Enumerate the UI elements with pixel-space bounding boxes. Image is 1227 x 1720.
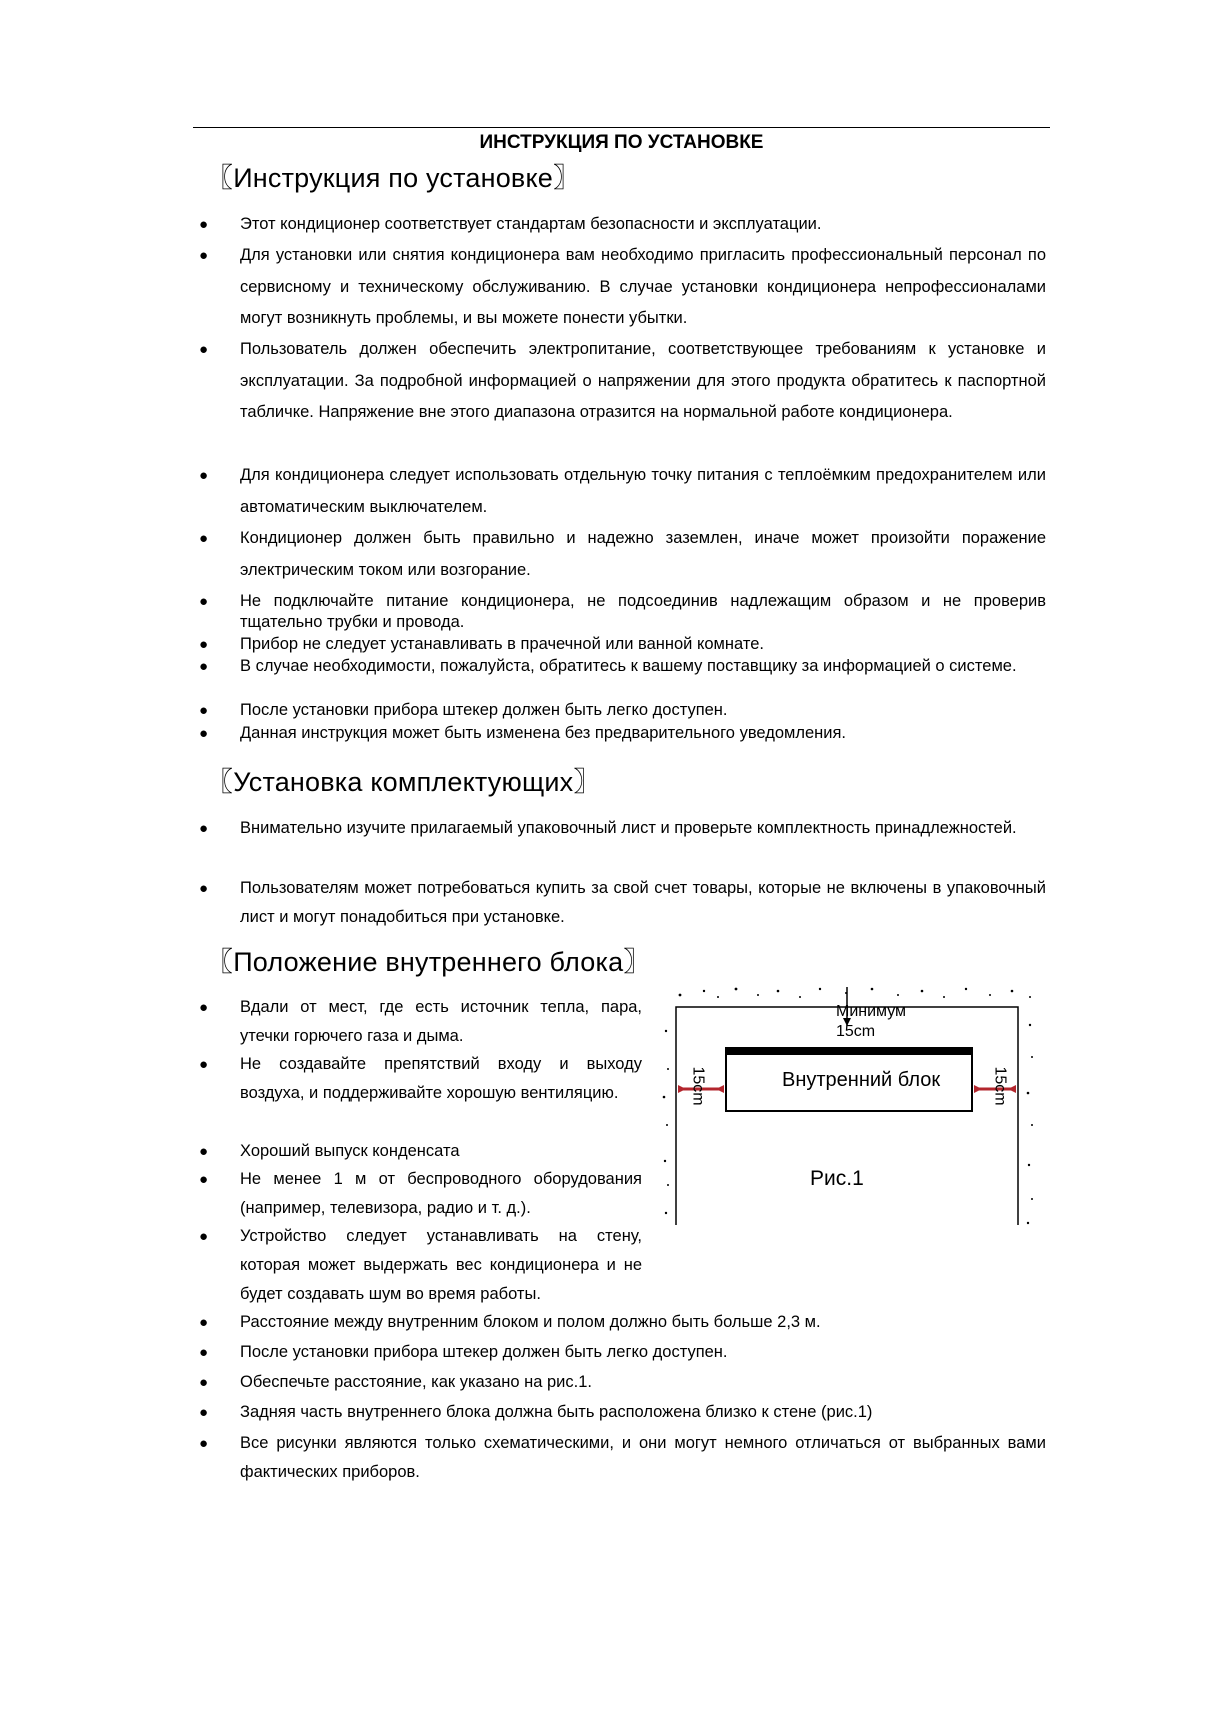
bullet-icon: ● (199, 1374, 209, 1391)
list-item (199, 591, 1046, 633)
list-item (199, 993, 642, 1051)
list-item (199, 1308, 1046, 1337)
bullet-icon: ● (199, 636, 209, 653)
figure-left-distance: 15cm (689, 1066, 707, 1106)
list-item-text: После установки прибора штекер должен быть легко доступен. (240, 701, 728, 719)
figure-indoor-unit-clearance (660, 985, 1040, 1235)
list-item-text: Вдали от мест, где есть источник тепла, пара, утечки горючего газа и дыма. (240, 998, 642, 1045)
bullet-icon: ● (199, 1056, 209, 1073)
list-item (199, 874, 1046, 932)
list-item (199, 460, 1046, 523)
list-item (199, 1338, 1046, 1367)
bullet-icon: ● (199, 467, 209, 484)
list-item-text: После установки прибора штекер должен быть легко доступен. (240, 1343, 728, 1361)
list-item (199, 656, 1046, 677)
left-arrow-head-b (716, 1085, 724, 1093)
right-arrow-head-b (1008, 1085, 1016, 1093)
top-rule (193, 127, 1050, 128)
list-item (199, 1050, 642, 1108)
section-heading-indoor-unit: 〖Положение внутреннего блока〗 (206, 947, 651, 977)
list-item (199, 1222, 642, 1309)
bullet-icon: ● (199, 658, 209, 675)
list-item-text: Для кондиционера следует использовать отдельную точку питания с теплоёмким предохранителем или автоматическим выключателем. (240, 466, 1046, 516)
list-item (199, 814, 1046, 843)
figure-top-label: Минимум (836, 1003, 907, 1020)
bullet-icon: ● (199, 1314, 209, 1331)
bullet-icon: ● (199, 1435, 209, 1452)
left-arrow-head-a (678, 1085, 686, 1093)
document-title: ИНСТРУКЦИЯ ПО УСТАНОВКЕ (479, 132, 764, 153)
list-item-text: Расстояние между внутренним блоком и полом должно быть больше 2,3 м. (240, 1313, 821, 1331)
figure-unit-label: Внутренний блок (782, 1069, 941, 1091)
right-arrow-head-a (974, 1085, 982, 1093)
list-item (199, 240, 1046, 335)
bullet-icon: ● (199, 1171, 209, 1188)
list-item-text: Для установки или снятия кондиционера вам необходимо пригласить профессиональный персонал по сервисному и техническому обслуживанию. В случае установки кондиционера непрофессионалами могут возникнуть проблемы, и вы можете понести убытки. (240, 246, 1046, 327)
list-item (199, 1137, 642, 1166)
list-item (199, 723, 1046, 744)
figure-caption: Рис.1 (810, 1167, 864, 1190)
section-heading-installation: 〖Инструкция по установке〗 (206, 163, 581, 193)
list-item-text: Устройство следует устанавливать на стену, которая может выдержать вес кондиционера и не будет создавать шум во время работы. (240, 1227, 642, 1303)
bullet-icon: ● (199, 1228, 209, 1245)
bullet-icon: ● (199, 593, 209, 610)
list-item-text: Внимательно изучите прилагаемый упаковочный лист и проверьте комплектность принадлежностей. (240, 819, 1017, 837)
list-item (199, 523, 1046, 586)
list-item (199, 700, 1046, 721)
bullet-icon: ● (199, 1344, 209, 1361)
bullet-icon: ● (199, 341, 209, 358)
list-item (199, 1165, 642, 1223)
bullet-icon: ● (199, 820, 209, 837)
list-item (199, 1368, 1046, 1397)
indoor-unit-top-band (726, 1048, 972, 1055)
bullet-icon: ● (199, 216, 209, 233)
bullet-icon: ● (199, 1143, 209, 1160)
list-item-text: Пользователь должен обеспечить электропитание, соответствующее требованиям к установке и эксплуатации. За подробной информацией о напряжении для этого продукта обратитесь к паспортной табличке. Напряжение вне этого диапазона отразится на нормальной работе кондиционера. (240, 340, 1046, 421)
list-item-text: Обеспечьте расстояние, как указано на рис.1. (240, 1373, 592, 1391)
list-item-text: Все рисунки являются только схематическими, и они могут немного отличаться от выбранных вами фактических приборов. (240, 1434, 1046, 1481)
figure-right-distance: 15cm (991, 1066, 1009, 1106)
bullet-icon: ● (199, 530, 209, 547)
bullet-icon: ● (199, 725, 209, 742)
list-item-text: Не создавайте препятствий входу и выходу воздуха, и поддерживайте хорошую вентиляцию. (240, 1055, 642, 1102)
list-item-text: Пользователям может потребоваться купить за свой счет товары, которые не включены в упаковочный лист и могут понадобиться при установке. (240, 879, 1046, 926)
list-item-text: Этот кондиционер соответствует стандартам безопасности и эксплуатации. (240, 215, 822, 233)
list-item (199, 1398, 1046, 1427)
list-item-text: Данная инструкция может быть изменена без предварительного уведомления. (240, 724, 847, 742)
list-item-text: Прибор не следует устанавливать в прачечной или ванной комнате. (240, 635, 764, 653)
section-heading-accessories: 〖Установка комплектующих〗 (206, 767, 601, 797)
list-item (199, 634, 1046, 655)
list-item-text: В случае необходимости, пожалуйста, обратитесь к вашему поставщику за информацией о системе. (240, 657, 1017, 675)
list-item (199, 209, 1046, 241)
bullet-icon: ● (199, 1404, 209, 1421)
bullet-icon: ● (199, 999, 209, 1016)
list-item-text: Задняя часть внутреннего блока должна быть расположена близко к стене (рис.1) (240, 1403, 873, 1421)
bullet-icon: ● (199, 880, 209, 897)
list-item-text: Не менее 1 м от беспроводного оборудования (например, телевизора, радио и т. д.). (240, 1170, 642, 1217)
list-item-text: Кондиционер должен быть правильно и надежно заземлен, иначе может произойти поражение электрическим током или возгорание. (240, 529, 1046, 579)
bullet-icon: ● (199, 247, 209, 264)
list-item-text: Не подключайте питание кондиционера, не подсоединив надлежащим образом и не проверив тщательно трубки и провода. (240, 592, 1046, 631)
list-item (199, 1429, 1046, 1487)
bullet-icon: ● (199, 702, 209, 719)
figure-top-distance: 15cm (836, 1023, 876, 1040)
list-item (199, 334, 1046, 429)
list-item-text: Хороший выпуск конденсата (240, 1142, 460, 1160)
